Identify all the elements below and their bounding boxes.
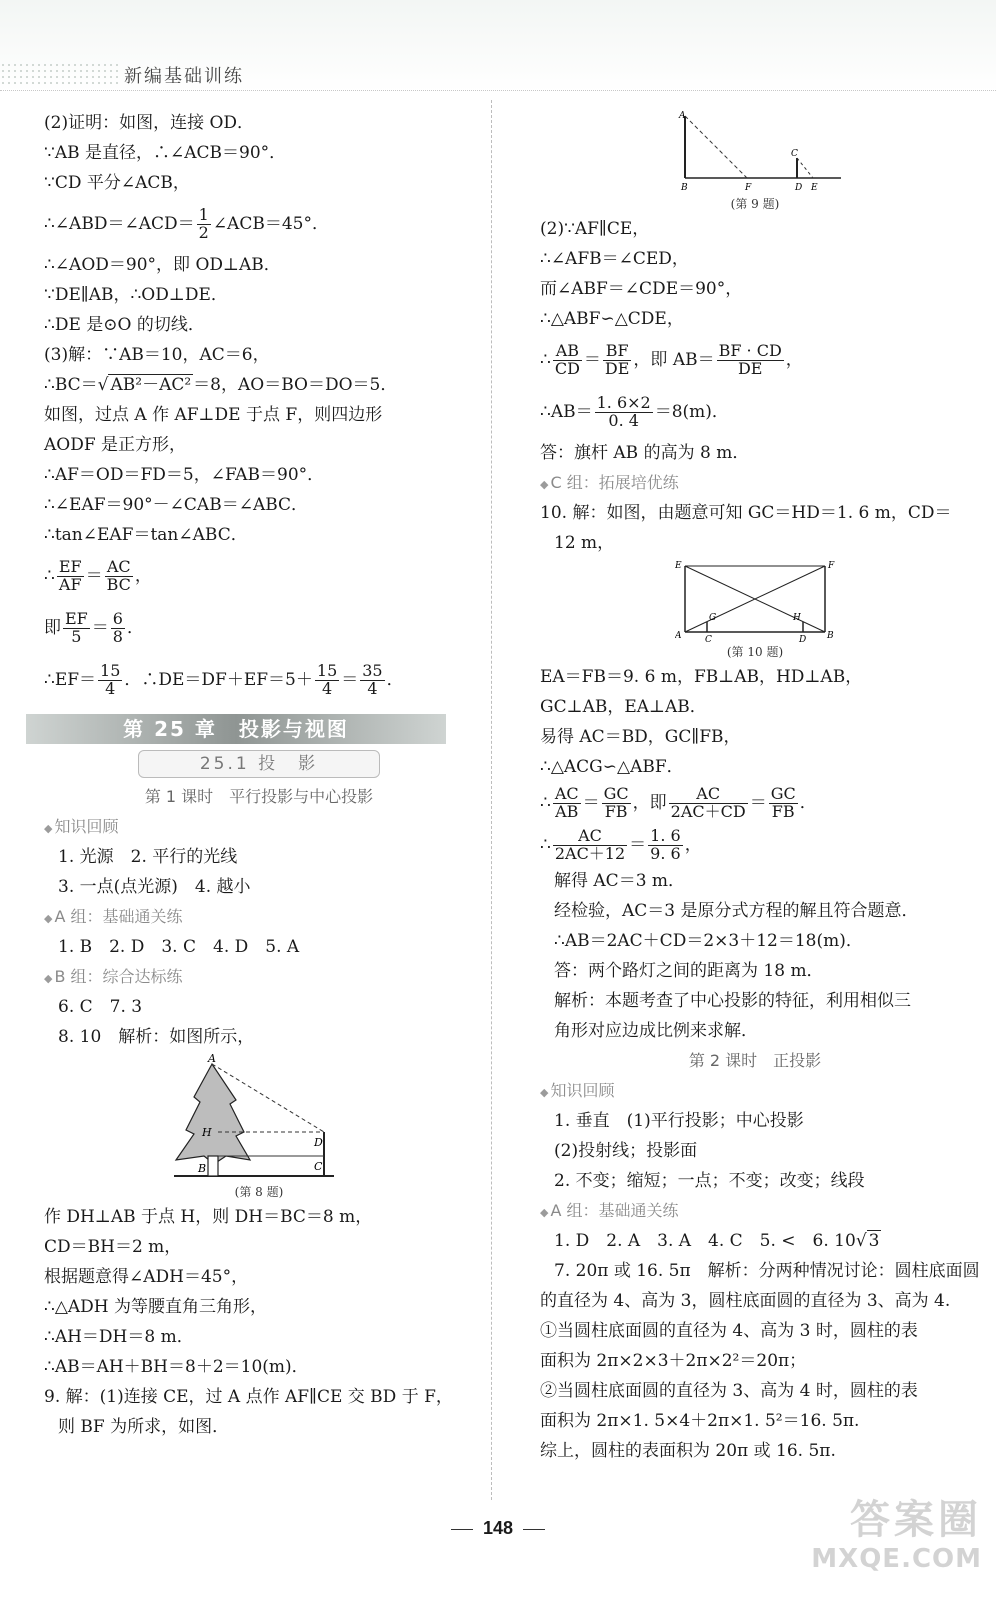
fraction	[98, 663, 122, 698]
label-a: A	[675, 631, 682, 641]
answer-line: 8. 10 解析：如图所示，	[58, 1027, 255, 1047]
text-line: ∴∠AFB＝∠CED，	[540, 249, 689, 269]
text-run: ∴	[540, 350, 551, 370]
text-line: 综上，圆柱的表面积为 20π 或 16. 5π.	[540, 1441, 836, 1461]
text-line: ∴△ABF∽△CDE，	[540, 309, 684, 329]
figure-9-flagpole	[665, 108, 845, 194]
label-c: C	[705, 635, 712, 642]
text-run: ．	[386, 670, 404, 690]
text-line: 12 m，	[554, 533, 615, 553]
text-run: ＝	[341, 670, 359, 690]
fraction	[769, 786, 798, 821]
text-run: ∴EF＝	[44, 670, 97, 690]
fraction	[57, 559, 84, 594]
text-run: ＝	[91, 618, 109, 638]
denominator: BC	[106, 575, 131, 594]
ray-af	[685, 116, 747, 178]
header-rule	[0, 90, 996, 91]
denominator: DE	[604, 359, 630, 378]
text-run: 1. D 2. A 3. A 4. C 5. < 6. 10	[554, 1231, 856, 1251]
text-line: 9. 解：(1)连接 CE，过 A 点作 AF∥CE 交 BD 于 F，	[44, 1387, 453, 1407]
label-g: G	[709, 613, 717, 623]
text-line: ∴∠EAF＝90°－∠CAB＝∠ABC．	[44, 495, 309, 515]
text-run: ＝	[85, 566, 103, 586]
figure-8-tree	[164, 1052, 354, 1182]
lesson-title: 第 2 课时 正投影	[688, 1051, 822, 1070]
denominator: 8	[112, 627, 123, 646]
dash-right	[523, 1529, 545, 1530]
denominator: CD	[554, 359, 580, 378]
text-line: 易得 AC＝BD，GC∥FB，	[540, 727, 741, 747]
numerator: 35	[362, 661, 383, 681]
text-line: (2)∵AF∥CE，	[540, 219, 650, 239]
text-run: ，	[785, 350, 803, 370]
text-line: ∴AB＝2AC＋CD＝2×3＋12＝18(m)．	[554, 931, 863, 951]
numerator: 6	[112, 609, 123, 629]
numerator: AC	[669, 786, 748, 804]
text-line: 作 DH⊥AB 于点 H，则 DH＝BC＝8 m，	[44, 1207, 373, 1227]
label-e: E	[675, 561, 682, 571]
text-line: 面积为 2π×2×3＋2π×2²＝20π；	[540, 1351, 807, 1371]
section-label: ◆ A 组：基础通关练	[540, 1196, 970, 1226]
label-c: C	[314, 1160, 323, 1173]
numerator: GC	[770, 784, 796, 804]
text-line: ∴△ADH 为等腰直角三角形，	[44, 1297, 268, 1317]
fraction	[105, 559, 133, 594]
answer-line: (2)投射线；投影面	[554, 1141, 698, 1161]
equation-line	[44, 602, 474, 654]
equation-line: ∴BC＝√ AB²－AC² ＝8，AO＝BO＝DO＝5．	[44, 375, 398, 395]
text-line: ∵CD 平分∠ACB，	[44, 173, 190, 193]
numerator: 1. 6×2	[596, 393, 651, 413]
ray-ce	[797, 158, 813, 178]
text-line: EA＝FB＝9. 6 m，FB⊥AB，HD⊥AB，	[540, 667, 863, 687]
text-line: ∴AH＝DH＝8 m．	[44, 1327, 194, 1347]
equation-line	[44, 654, 474, 706]
denominator: 4	[367, 679, 378, 698]
numerator: 15	[316, 661, 338, 681]
text-line: (3)解：∵AB＝10，AC＝6，	[44, 345, 270, 365]
dash-left	[451, 1529, 473, 1530]
text-run: ＝	[629, 835, 647, 855]
text-line: GC⊥AB，EA⊥AB．	[540, 697, 707, 717]
text-run: ＝	[583, 350, 601, 370]
text-line: CD＝BH＝2 m，	[44, 1237, 182, 1257]
fraction	[315, 663, 339, 698]
answer-line: 1. B 2. D 3. C 4. D 5. A	[58, 937, 300, 957]
denominator: 2AC＋CD	[670, 802, 746, 821]
numerator: AC	[553, 828, 627, 846]
text-line: ②当圆柱底面圆的直径为 3、高为 4 时，圆柱的表	[540, 1381, 918, 1401]
figure-10-streetlights	[675, 558, 835, 642]
equation-line	[540, 824, 970, 866]
fraction	[648, 828, 683, 863]
text-run: ＝	[749, 793, 767, 813]
text-run: ，	[684, 835, 702, 855]
denominator: 9. 6	[650, 844, 681, 863]
label-f: F	[828, 561, 835, 571]
lesson-title: 第 1 课时 平行投影与中心投影	[144, 787, 374, 806]
denominator: 2	[198, 223, 209, 242]
fraction	[669, 786, 748, 821]
numerator: GC	[603, 784, 629, 804]
text-line: ∴AF＝OD＝FD＝5，∠FAB＝90°．	[44, 465, 325, 485]
text-line: ∴tan∠EAF＝tan∠ABC．	[44, 525, 248, 545]
tree-shape	[176, 1064, 250, 1164]
label-h: H	[793, 613, 801, 623]
fraction	[63, 611, 90, 646]
text-line: AODF 是正方形，	[44, 435, 187, 455]
equation-line	[44, 550, 474, 602]
answer-line: 1. 垂直 (1)平行投影；中心投影	[554, 1111, 804, 1131]
text-run: ．	[126, 618, 144, 638]
text-run: ，	[134, 566, 152, 586]
numerator: 1. 6	[650, 826, 681, 846]
numerator: 1	[198, 205, 209, 225]
text-line: 根据题意得∠ADH＝45°，	[44, 1267, 249, 1287]
numerator: AC	[554, 784, 579, 804]
fraction	[553, 786, 581, 821]
fraction	[602, 786, 631, 821]
tree-trunk	[208, 1156, 218, 1176]
text-run: 即	[44, 618, 61, 638]
figure-caption: (第 9 题)	[730, 197, 780, 211]
denominator: AB	[555, 802, 579, 821]
section-label: ◆ 知识回顾	[540, 1076, 970, 1106]
fraction	[360, 663, 384, 698]
text-line: 而∠ABF＝∠CDE＝90°，	[540, 279, 743, 299]
text-line: 解得 AC＝3 m．	[554, 871, 686, 891]
watermark-url: MXQE.COM	[811, 1544, 982, 1574]
text-line: 解析：本题考查了中心投影的特征，利用相似三	[554, 991, 911, 1011]
section-title: 25.1 投 影	[138, 750, 380, 778]
page-number-text: 148	[482, 1518, 514, 1538]
text-run: ，即	[632, 793, 667, 813]
answer-line: 2. 不变；缩短；一点；不变；改变；线段	[554, 1171, 865, 1191]
text-run: ∴AB＝	[540, 402, 593, 422]
answer-line: 1. D 2. A 3. A 4. C 5. < 6. 10√ 3	[554, 1231, 880, 1251]
equation-line	[44, 198, 474, 250]
text-run: ＝8，AO＝BO＝DO＝5．	[193, 375, 398, 395]
watermark	[792, 1496, 982, 1586]
label-e: E	[811, 183, 818, 193]
denominator: FB	[604, 802, 628, 821]
text-run: ．∴DE＝DF＋EF＝5＋	[124, 670, 313, 690]
text-run: ∴	[44, 566, 55, 586]
label-b: B	[198, 1162, 207, 1175]
text-run: ＝8(m)．	[654, 402, 729, 422]
label-b: B	[681, 183, 688, 193]
denominator: 2AC＋12	[554, 844, 626, 863]
radicand: AB²－AC²	[110, 375, 192, 395]
numerator: BF	[603, 343, 632, 361]
denominator: 5	[71, 627, 82, 646]
section-label: ◆ 知识回顾	[44, 812, 474, 842]
numerator: BF · CD	[718, 341, 782, 361]
text-line: ∴AB＝AH＋BH＝8＋2＝10(m)．	[44, 1357, 309, 1377]
chapter-banner: 第 25 章 投影与视图	[26, 714, 446, 744]
text-line: 7. 20π 或 16. 5π 解析：分两种情况讨论：圆柱底面圆	[554, 1261, 980, 1281]
figure-caption: (第 10 题)	[726, 645, 784, 659]
numerator: EF	[65, 609, 88, 629]
text-line: ∴∠AOD＝90°，即 OD⊥AB．	[44, 255, 281, 275]
numerator: 15	[100, 661, 121, 681]
column-divider	[491, 100, 492, 1500]
label-c: C	[791, 149, 798, 159]
fraction	[197, 207, 211, 242]
denominator: DE	[737, 359, 763, 378]
text-line: (2)证明：如图，连接 OD．	[44, 113, 255, 133]
fraction	[603, 343, 632, 378]
running-header: 新编基础训练	[124, 66, 244, 87]
answer-line: 3. 一点(点光源) 4. 越小	[58, 877, 251, 897]
text-line: ∵DE∥AB，∴OD⊥DE．	[44, 285, 228, 305]
text-run: ∴∠ABD＝∠ACD＝	[44, 214, 195, 234]
label-d: D	[314, 1136, 323, 1149]
equation-line	[540, 386, 970, 438]
answer-line: 1. 光源 2. 平行的光线	[58, 847, 238, 867]
left-column	[44, 108, 474, 1442]
text-line: ∴DE 是⊙O 的切线．	[44, 315, 205, 335]
text-run: ∴	[540, 835, 551, 855]
text-line: 的直径为 4、高为 3，圆柱底面圆的直径为 3、高为 4.	[540, 1291, 951, 1311]
text-line: ①当圆柱底面圆的直径为 4、高为 3 时，圆柱的表	[540, 1321, 918, 1341]
label-h: H	[202, 1126, 212, 1139]
denominator: AF	[58, 575, 82, 594]
radicand: 3	[868, 1231, 880, 1251]
fraction	[553, 828, 627, 863]
text-line: 10. 解：如图，由题意可知 GC＝HD＝1. 6 m，CD＝	[540, 503, 952, 523]
text-run: ∴	[540, 793, 551, 813]
fraction	[111, 611, 125, 646]
equation-line	[540, 334, 970, 386]
text-run: ∴BC＝	[44, 375, 98, 395]
label-d: D	[795, 183, 803, 193]
fraction	[553, 343, 582, 378]
fraction	[717, 343, 784, 378]
text-run: ．	[799, 793, 817, 813]
equation-line	[540, 782, 970, 824]
label-f: F	[745, 183, 752, 193]
header-decoration	[0, 62, 120, 88]
text-line: 经检验，AC＝3 是原分式方程的解且符合题意．	[554, 901, 919, 921]
label-a: A	[208, 1052, 216, 1065]
section-label: ◆ A 组：基础通关练	[44, 902, 474, 932]
denominator: 0. 4	[608, 411, 639, 430]
label-d: D	[799, 635, 807, 642]
text-run: ＝	[582, 793, 600, 813]
section-label: ◆ C 组：拓展培优练	[540, 468, 970, 498]
text-line: 如图，过点 A 作 AF⊥DE 于点 F，则四边形	[44, 405, 383, 425]
text-line: 答：两个路灯之间的距离为 18 m．	[554, 961, 824, 981]
text-line: ∴△ACG∽△ABF．	[540, 757, 684, 777]
text-run: ，即 AB＝	[633, 350, 715, 370]
text-line: 面积为 2π×1. 5×4＋2π×1. 5²＝16. 5π.	[540, 1411, 860, 1431]
right-column	[540, 108, 980, 1466]
numerator: AC	[105, 559, 133, 577]
text-line: 则 BF 为所求，如图．	[58, 1417, 230, 1437]
text-run: ∠ACB＝45°．	[212, 214, 329, 234]
text-line: 角形对应边成比例来求解．	[554, 1021, 758, 1041]
denominator: 4	[321, 679, 333, 698]
text-line: ∵AB 是直径，∴∠ACB＝90°．	[44, 143, 287, 163]
fraction	[595, 395, 653, 430]
numerator: AB	[553, 343, 582, 361]
label-b: B	[827, 631, 834, 641]
section-label: ◆ B 组：综合达标练	[44, 962, 474, 992]
text-line: 答：旗杆 AB 的高为 8 m．	[540, 443, 750, 463]
label-a: A	[679, 111, 686, 121]
denominator: FB	[771, 802, 795, 821]
numerator: EF	[58, 557, 82, 577]
watermark-text: 答案圈	[850, 1497, 982, 1543]
answer-line: 6. C 7. 3	[58, 997, 143, 1017]
denominator: 4	[105, 679, 116, 698]
figure-caption: (第 8 题)	[234, 1185, 284, 1199]
